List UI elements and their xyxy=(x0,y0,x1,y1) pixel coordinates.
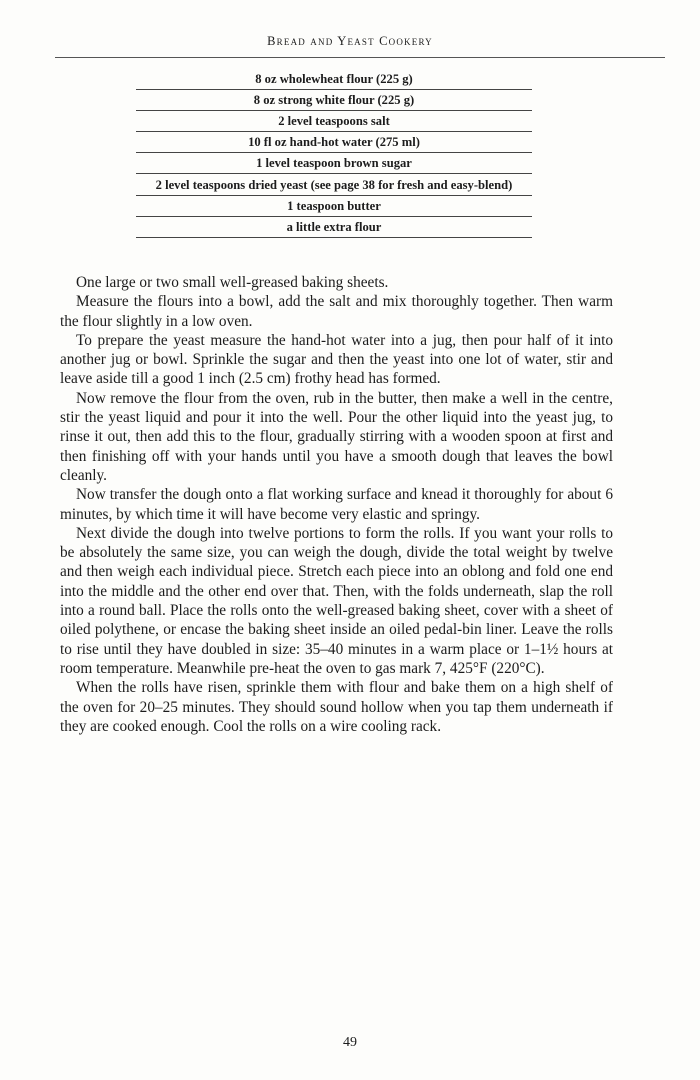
ingredient-row: 1 level teaspoon brown sugar xyxy=(136,153,532,174)
method-paragraph: Next divide the dough into twelve portions to form the rolls. If you want your rolls to be absolutely the same size, you can weigh the dough, divide the total weight by twelve and then weigh each individual piece. Stretch each piece into an oblong and fold one end into the middle and the other end over that. Then, with the folds underneath, slap the roll into a round ball. Place the rolls onto the well-greased baking sheet, cover with a sheet of oiled polythene, or encase the baking sheet inside an oiled pedal-bin liner. Leave the rolls to rise until they have doubled in size: 35–40 minutes in a warm place or 1–1½ hours at room temperature. Meanwhile pre-heat the oven to gas mark 7, 425°F (220°C). xyxy=(60,524,613,677)
method-paragraph: Now transfer the dough onto a flat working surface and knead it thoroughly for about 6 minutes, by which time it will have become very elastic and springy. xyxy=(60,486,613,523)
ingredient-row: 2 level teaspoons dried yeast (see page 38 for fresh and easy-blend) xyxy=(136,174,532,196)
method-paragraph: Now remove the flour from the oven, rub in the butter, then make a well in the centre, stir the yeast liquid and pour it into the well. Pour the other liquid into the yeast jug, to rinse it out, then add this to the flour, gradually stirring with a wooden spoon at first and then finishing off with your hands until you have a smooth dough that leaves the bowl cleanly. xyxy=(60,389,613,484)
method-paragraph: Measure the flours into a bowl, add the salt and mix thoroughly together. Then warm the flour slightly in a low oven. xyxy=(60,293,613,330)
page-number: 49 xyxy=(343,1035,357,1050)
equipment-paragraph: One large or two small well-greased baking sheets. xyxy=(76,274,389,291)
running-header: Bread and Yeast Cookery xyxy=(267,34,433,48)
header-rule xyxy=(55,57,665,58)
ingredient-row: 8 oz wholewheat flour (225 g) xyxy=(136,69,532,90)
ingredient-row: 1 teaspoon butter xyxy=(136,196,532,217)
method-text xyxy=(60,273,613,736)
ingredients-table xyxy=(136,69,532,238)
ingredient-row: 2 level teaspoons salt xyxy=(136,111,532,132)
ingredient-row: 8 oz strong white flour (225 g) xyxy=(136,90,532,111)
method-paragraph: When the rolls have risen, sprinkle them with flour and bake them on a high shelf of the oven for 20–25 minutes. They should sound hollow when you tap them underneath if they are cooked enough. Cool the rolls on a wire cooling rack. xyxy=(60,679,613,735)
method-paragraph: To prepare the yeast measure the hand-hot water into a jug, then pour half of it into another jug or bowl. Sprinkle the sugar and then the yeast into one lot of water, stir and leave aside till a good 1 inch (2.5 cm) frothy head has formed. xyxy=(60,331,613,388)
ingredient-row: 10 fl oz hand-hot water (275 ml) xyxy=(136,132,532,153)
ingredient-row: a little extra flour xyxy=(136,217,532,238)
